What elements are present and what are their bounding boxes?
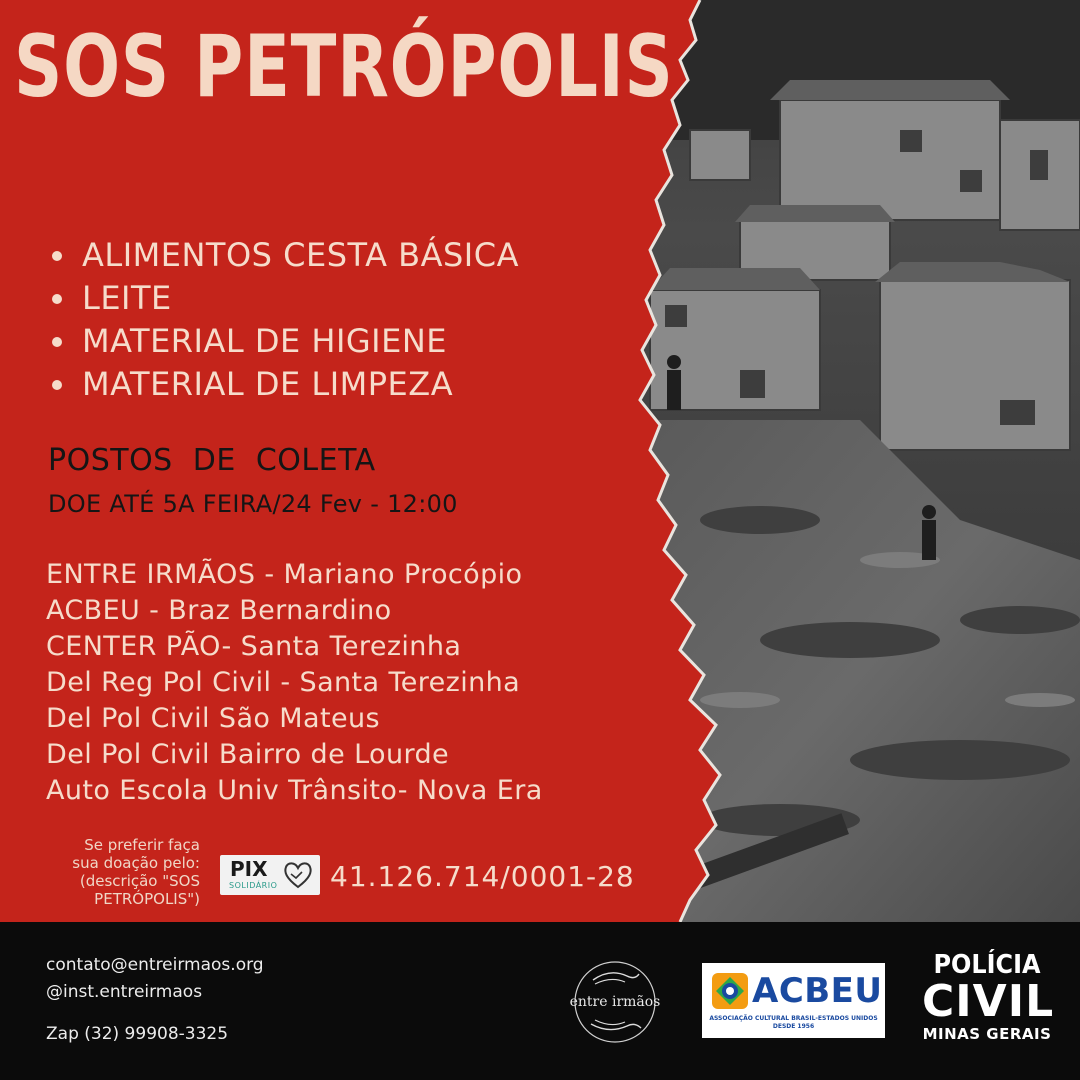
bullet-icon	[52, 380, 62, 390]
pc-line2: CIVIL	[922, 976, 1055, 1027]
contact-email: contato@entreirmaos.org	[46, 955, 264, 975]
location-item: ENTRE IRMÃOS - Mariano Procópio	[46, 559, 523, 590]
pix-note	[30, 836, 200, 908]
location-item: Auto Escola Univ Trânsito- Nova Era	[46, 775, 543, 806]
page-title: SOS PETRÓPOLIS	[14, 17, 674, 117]
deadline-text: DOE ATÉ 5A FEIRA/24 Fev - 12:00	[48, 490, 458, 518]
list-item	[48, 320, 519, 363]
location-item: CENTER PÃO- Santa Terezinha	[46, 631, 462, 662]
entre-irmaos-logo-text: entre irmãos	[569, 994, 661, 1010]
bullet-icon	[52, 251, 62, 261]
pix-note-line: Se preferir faça	[84, 836, 200, 854]
bullet-icon	[52, 337, 62, 347]
pix-logo-sub: SOLIDÁRIO	[229, 881, 278, 890]
donation-items-list	[48, 234, 519, 406]
list-item-label: MATERIAL DE HIGIENE	[82, 322, 447, 360]
pix-note-line: sua doação pelo:	[72, 854, 200, 872]
policia-civil-logo	[922, 950, 1055, 1044]
acbeu-logo	[702, 963, 885, 1038]
location-item: Del Pol Civil São Mateus	[46, 703, 380, 734]
pix-note-line: PETRÓPOLIS")	[94, 890, 200, 908]
pix-logo-word: PIX	[230, 857, 268, 881]
list-item-label: ALIMENTOS CESTA BÁSICA	[82, 236, 519, 274]
pc-line1: POLÍCIA	[933, 950, 1041, 980]
locations-list	[46, 557, 543, 809]
list-item-label: LEITE	[82, 279, 172, 317]
acbeu-flag-icon	[710, 971, 750, 1011]
contact-instagram: @inst.entreirmaos	[46, 982, 203, 1002]
pix-solidario-logo	[220, 855, 320, 895]
pix-note-line: (descrição "SOS	[79, 872, 200, 890]
collection-heading: POSTOS DE COLETA	[48, 443, 376, 478]
acbeu-logo-sub-line: DESDE 1956	[772, 1023, 815, 1030]
location-item: Del Reg Pol Civil - Santa Terezinha	[46, 667, 521, 698]
heart-handshake-icon	[282, 860, 314, 890]
list-item-label: MATERIAL DE LIMPEZA	[82, 365, 454, 403]
pix-key: 41.126.714/0001-28	[330, 860, 635, 893]
pc-line3: MINAS GERAIS	[922, 1025, 1052, 1043]
acbeu-logo-sub-line: ASSOCIAÇÃO CULTURAL BRASIL-ESTADOS UNIDOS	[709, 1015, 878, 1022]
list-item	[48, 234, 519, 277]
bullet-icon	[52, 294, 62, 304]
location-item: ACBEU - Braz Bernardino	[46, 595, 392, 626]
entre-irmaos-logo	[565, 958, 665, 1048]
acbeu-logo-word: ACBEU	[752, 971, 883, 1011]
acbeu-logo-subtitle	[702, 1015, 885, 1031]
list-item	[48, 277, 519, 320]
contact-zap: Zap (32) 99908-3325	[46, 1024, 229, 1044]
location-item: Del Pol Civil Bairro de Lourde	[46, 739, 450, 770]
list-item	[48, 363, 519, 406]
